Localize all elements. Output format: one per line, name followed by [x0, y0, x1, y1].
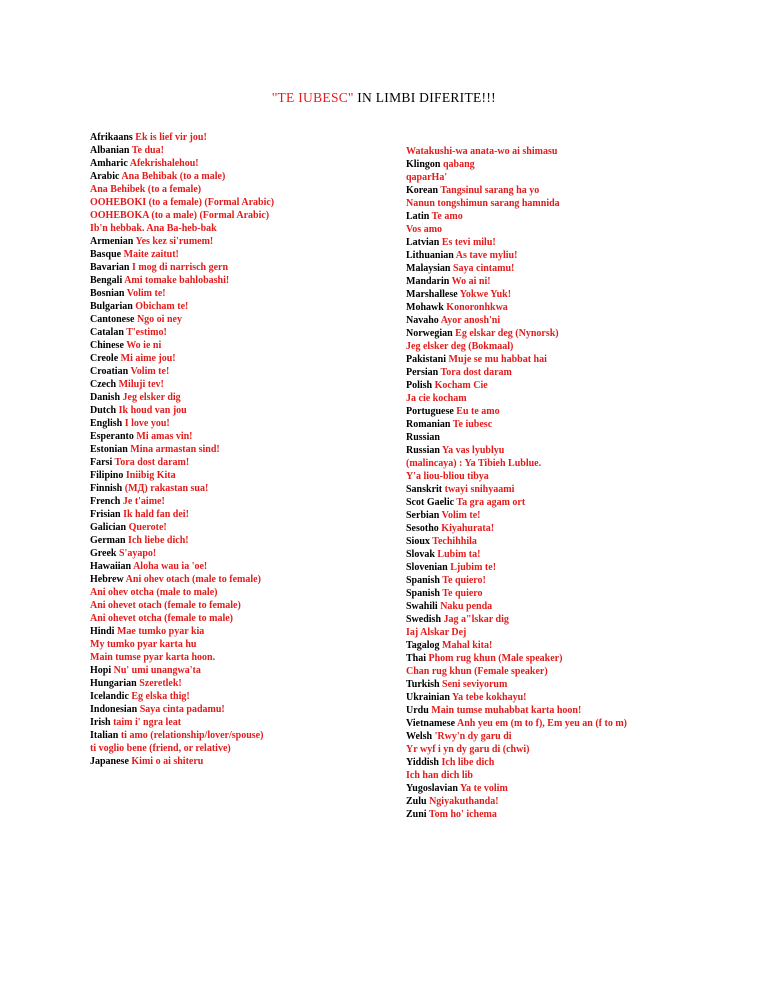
- love-phrase: Ljubim te!: [450, 562, 497, 573]
- love-phrase: Ani ohevet otcha (female to male): [90, 613, 234, 624]
- love-phrase: Kiyahurata!: [441, 523, 495, 534]
- language-name: Navaho: [406, 315, 439, 326]
- entry-line: [406, 587, 627, 600]
- love-phrase: Jeg elsker dig: [122, 392, 181, 403]
- language-name: Hebrew: [90, 574, 124, 585]
- love-phrase: Vos amo: [406, 224, 443, 235]
- love-phrase: Main tumse pyar karta hoon.: [90, 652, 216, 663]
- language-name: Catalan: [90, 327, 124, 338]
- entry-line: [90, 274, 274, 287]
- language-name: Croatian: [90, 366, 129, 377]
- entry-line: [406, 535, 627, 548]
- entry-line: [90, 157, 274, 170]
- love-phrase: Wo ie ni: [126, 340, 162, 351]
- entry-line: [406, 626, 627, 639]
- entry-line: [90, 495, 274, 508]
- entry-line: [406, 418, 627, 431]
- love-phrase: Yokwe Yuk!: [459, 289, 512, 300]
- entry-line: [406, 665, 627, 678]
- language-name: Japanese: [90, 756, 129, 767]
- language-name: Norwegian: [406, 328, 453, 339]
- language-name: Malaysian: [406, 263, 451, 274]
- language-name: Sanskrit: [406, 484, 443, 495]
- love-phrase: Muje se mu habbat hai: [448, 354, 547, 365]
- entry-line: [406, 301, 627, 314]
- love-phrase: Techihhila: [432, 536, 477, 547]
- entry-line: [406, 691, 627, 704]
- entry-line: [406, 782, 627, 795]
- language-name: Yiddish: [406, 757, 439, 768]
- language-name: Creole: [90, 353, 119, 364]
- entry-line: [406, 613, 627, 626]
- entry-line: [90, 469, 274, 482]
- language-name: Bosnian: [90, 288, 125, 299]
- entry-line: [406, 340, 627, 353]
- entry-line: [90, 534, 274, 547]
- love-phrase: Kimi o ai shiteru: [131, 756, 204, 767]
- love-phrase: Obicham te!: [135, 301, 189, 312]
- entry-line: [406, 600, 627, 613]
- love-phrase: (malincaya) : Ya Tibieh Lublue.: [406, 458, 542, 469]
- entry-line: [406, 275, 627, 288]
- language-name: Russian: [406, 432, 440, 443]
- love-phrase: Wo ai ni!: [451, 276, 491, 287]
- love-phrase: I love you!: [124, 418, 170, 429]
- love-phrase: Ayor anosh'ni: [440, 315, 501, 326]
- title-rest: IN LIMBI DIFERITE!!!: [353, 90, 496, 105]
- language-name: Slovenian: [406, 562, 448, 573]
- love-phrase: OOHEBOKA (to a male) (Formal Arabic): [90, 210, 270, 221]
- entry-line: [90, 456, 274, 469]
- entry-line: [406, 743, 627, 756]
- language-name: Mandarin: [406, 276, 450, 287]
- entry-line: [406, 678, 627, 691]
- love-phrase: Eu te amo: [456, 406, 500, 417]
- entry-line: [90, 209, 274, 222]
- love-phrase: qaparHa': [406, 172, 448, 183]
- language-name: Bengali: [90, 275, 123, 286]
- language-name: Hopi: [90, 665, 112, 676]
- love-phrase: Iniibig Kita: [125, 470, 176, 481]
- entry-line: [406, 561, 627, 574]
- entry-line: [406, 769, 627, 782]
- entry-line: [406, 249, 627, 262]
- entry-line: [90, 365, 274, 378]
- entry-line: [406, 379, 627, 392]
- entry-line: [406, 574, 627, 587]
- entry-line: [90, 313, 274, 326]
- love-phrase: Kocham Cie: [434, 380, 488, 391]
- love-phrase: Saya cinta padamu!: [139, 704, 225, 715]
- love-phrase: twayi snihyaami: [444, 484, 515, 495]
- entry-line: [90, 547, 274, 560]
- entry-line: [90, 703, 274, 716]
- entry-line: [90, 677, 274, 690]
- love-phrase: Y'a liou-bliou tibya: [406, 471, 489, 482]
- entry-line: [90, 690, 274, 703]
- entry-line: [406, 470, 627, 483]
- love-phrase: S'ayapo!: [118, 548, 157, 559]
- love-phrase: Tangsinul sarang ha yo: [440, 185, 540, 196]
- language-name: Lithuanian: [406, 250, 454, 261]
- love-phrase: Ana Behibak (to a male): [121, 171, 226, 182]
- love-phrase: Nu' umi unangwa'ta: [113, 665, 201, 676]
- language-name: Basque: [90, 249, 122, 260]
- entry-line: [90, 300, 274, 313]
- entry-line: [406, 808, 627, 821]
- entry-line: [406, 327, 627, 340]
- love-phrase: Te iubesc: [452, 419, 493, 430]
- entry-line: [406, 522, 627, 535]
- love-phrase: Ich libe dich: [441, 757, 495, 768]
- entry-line: [406, 236, 627, 249]
- language-name: Sioux: [406, 536, 430, 547]
- love-phrase: Volim te!: [441, 510, 481, 521]
- entry-line: [406, 314, 627, 327]
- language-name: Scot Gaelic: [406, 497, 455, 508]
- love-phrase: Szeretlek!: [139, 678, 182, 689]
- entry-line: [406, 197, 627, 210]
- language-name: Urdu: [406, 705, 429, 716]
- entry-line: [406, 704, 627, 717]
- love-phrase: Querote!: [128, 522, 167, 533]
- language-name: Marshallese: [406, 289, 458, 300]
- language-name: Zulu: [406, 796, 427, 807]
- love-phrase: (МД) rakastan sua!: [124, 483, 209, 494]
- entry-line: [406, 288, 627, 301]
- love-phrase: ti amo (relationship/lover/spouse): [120, 730, 264, 741]
- entry-line: [90, 625, 274, 638]
- language-name: Estonian: [90, 444, 128, 455]
- love-phrase: Watakushi-wa anata-wo ai shimasu: [406, 146, 558, 157]
- language-name: Swahili: [406, 601, 438, 612]
- entry-line: [406, 145, 627, 158]
- love-phrase: Seni seviyorum: [442, 679, 508, 690]
- love-phrase: Mae tumko pyar kia: [116, 626, 205, 637]
- language-name: Sesotho: [406, 523, 439, 534]
- language-name: Yugoslavian: [406, 783, 458, 794]
- language-name: Russian: [406, 445, 440, 456]
- entry-line: [406, 158, 627, 171]
- love-phrase: My tumko pyar karta hu: [90, 639, 197, 650]
- entry-line: [90, 599, 274, 612]
- entry-line: [90, 586, 274, 599]
- entry-line: [90, 417, 274, 430]
- love-phrase: Ami tomake bahlobashi!: [124, 275, 230, 286]
- entry-line: [406, 509, 627, 522]
- language-name: Italian: [90, 730, 119, 741]
- language-name: Irish: [90, 717, 111, 728]
- entry-line: [90, 664, 274, 677]
- love-phrase: Aloha wau ia 'oe!: [133, 561, 208, 572]
- language-name: Latin: [406, 211, 430, 222]
- love-phrase: Maite zaitut!: [123, 249, 179, 260]
- language-name: Cantonese: [90, 314, 135, 325]
- entry-line: [406, 496, 627, 509]
- entry-line: [406, 210, 627, 223]
- love-phrase: Ngiyakuthanda!: [429, 796, 499, 807]
- entry-line: [406, 717, 627, 730]
- love-phrase: Ya te volim: [460, 783, 508, 794]
- love-phrase: taim i' ngra leat: [113, 717, 182, 728]
- entry-line: [90, 196, 274, 209]
- language-name: Chinese: [90, 340, 124, 351]
- love-phrase: Ich han dich lib: [406, 770, 473, 781]
- love-phrase: Mina armastan sind!: [130, 444, 220, 455]
- language-name: Korean: [406, 185, 439, 196]
- language-name: Indonesian: [90, 704, 138, 715]
- love-phrase: Iaj Alskar Dej: [406, 627, 467, 638]
- language-name: Hungarian: [90, 678, 137, 689]
- language-name: German: [90, 535, 126, 546]
- entry-line: [90, 261, 274, 274]
- love-phrase: Jag a"lskar dig: [443, 614, 509, 625]
- love-phrase: Tora dost daram!: [114, 457, 190, 468]
- entry-line: [90, 508, 274, 521]
- language-name: Hawaiian: [90, 561, 132, 572]
- entry-line: [90, 287, 274, 300]
- entry-line: [90, 612, 274, 625]
- language-name: Armenian: [90, 236, 134, 247]
- language-name: Dutch: [90, 405, 117, 416]
- love-phrase: Nanun tongshimun sarang hamnida: [406, 198, 560, 209]
- love-phrase: Te dua!: [131, 145, 164, 156]
- love-phrase: Tora dost daram: [440, 367, 512, 378]
- entry-line: [90, 651, 274, 664]
- entry-line: [406, 366, 627, 379]
- entry-line: [90, 755, 274, 768]
- love-phrase: Je t'aime!: [122, 496, 165, 507]
- entry-line: [406, 405, 627, 418]
- love-phrase: Mi aime jou!: [120, 353, 176, 364]
- language-name: English: [90, 418, 123, 429]
- entry-line: [406, 444, 627, 457]
- love-phrase: Ich liebe dich!: [128, 535, 189, 546]
- love-phrase: Ik hald fan dei!: [123, 509, 189, 520]
- love-phrase: I mog di narrisch gern: [131, 262, 229, 273]
- language-name: Danish: [90, 392, 121, 403]
- entry-line: [90, 404, 274, 417]
- love-phrase: Ek is lief vir jou!: [135, 132, 207, 143]
- language-name: Mohawk: [406, 302, 444, 313]
- language-name: Welsh: [406, 731, 433, 742]
- entry-line: [406, 652, 627, 665]
- love-phrase: 'Rwy'n dy garu di: [434, 731, 512, 742]
- entry-line: [406, 392, 627, 405]
- love-phrase: Chan rug khun (Female speaker): [406, 666, 548, 677]
- entry-line: [90, 235, 274, 248]
- love-phrase: Ya tebe kokhayu!: [452, 692, 527, 703]
- language-name: Pakistani: [406, 354, 447, 365]
- love-phrase: Anh yeu em (m to f), Em yeu an (f to m): [457, 718, 627, 729]
- entry-line: [90, 248, 274, 261]
- language-name: Filipino: [90, 470, 124, 481]
- language-name: Swedish: [406, 614, 442, 625]
- entry-line: [406, 431, 627, 444]
- love-phrase: Main tumse muhabbat karta hoon!: [431, 705, 582, 716]
- love-phrase: Volim te!: [126, 288, 166, 299]
- love-phrase: Saya cintamu!: [452, 263, 515, 274]
- love-phrase: Ana Behibek (to a female): [90, 184, 202, 195]
- love-phrase: Konoronhkwa: [446, 302, 508, 313]
- entry-line: [90, 352, 274, 365]
- language-name: Serbian: [406, 510, 440, 521]
- entry-line: [90, 560, 274, 573]
- language-name: Latvian: [406, 237, 440, 248]
- entry-line: [90, 521, 274, 534]
- love-phrase: qabang: [442, 159, 475, 170]
- love-phrase: Naku penda: [440, 601, 493, 612]
- language-name: Afrikaans: [90, 132, 133, 143]
- entry-line: [90, 339, 274, 352]
- love-phrase: Ik houd van jou: [118, 405, 187, 416]
- entry-line: [90, 573, 274, 586]
- entry-line: [90, 183, 274, 196]
- language-name: Klingon: [406, 159, 441, 170]
- love-phrase: Yr wyf i yn dy garu di (chwi): [406, 744, 530, 755]
- language-name: Persian: [406, 367, 439, 378]
- love-phrase: Mi amas vin!: [136, 431, 193, 442]
- entry-line: [406, 483, 627, 496]
- love-phrase: As tave myliu!: [455, 250, 518, 261]
- entry-line: [406, 795, 627, 808]
- language-name: Zuni: [406, 809, 427, 820]
- love-phrase: Tom ho' ichema: [428, 809, 497, 820]
- entry-line: [90, 131, 274, 144]
- left-column: [90, 131, 274, 768]
- language-name: French: [90, 496, 121, 507]
- love-phrase: Ani ohev otcha (male to male): [90, 587, 218, 598]
- love-phrase: Ngo oi ney: [136, 314, 182, 325]
- language-name: Frisian: [90, 509, 121, 520]
- entry-line: [90, 482, 274, 495]
- language-name: Amharic: [90, 158, 128, 169]
- love-phrase: Te amo: [431, 211, 463, 222]
- love-phrase: Ya vas lyublyu: [442, 445, 505, 456]
- language-name: Galician: [90, 522, 127, 533]
- love-phrase: Miluji tev!: [118, 379, 164, 390]
- language-name: Albanian: [90, 145, 130, 156]
- love-phrase: Volim te!: [130, 366, 170, 377]
- entry-line: [406, 548, 627, 561]
- love-phrase: Es tevi milu!: [441, 237, 496, 248]
- love-phrase: Ani ohevet otach (female to female): [90, 600, 241, 611]
- entry-line: [406, 457, 627, 470]
- love-phrase: Ja cie kocham: [406, 393, 467, 404]
- love-phrase: Ib'n hebbak. Ana Ba-heb-bak: [90, 223, 217, 234]
- language-name: Polish: [406, 380, 433, 391]
- language-name: Romanian: [406, 419, 451, 430]
- entry-line: [406, 639, 627, 652]
- entry-line: [90, 144, 274, 157]
- language-name: Thai: [406, 653, 427, 664]
- love-phrase: OOHEBOKI (to a female) (Formal Arabic): [90, 197, 275, 208]
- language-name: Slovak: [406, 549, 435, 560]
- page-title: [0, 90, 768, 106]
- entry-line: [90, 729, 274, 742]
- love-phrase: Afekrishalehou!: [129, 158, 199, 169]
- love-phrase: Eg elska thig!: [131, 691, 190, 702]
- love-phrase: Ta gra agam ort: [456, 497, 526, 508]
- entry-line: [406, 756, 627, 769]
- love-phrase: T'estimo!: [126, 327, 167, 338]
- language-name: Ukrainian: [406, 692, 450, 703]
- love-phrase: Phom rug khun (Male speaker): [428, 653, 563, 664]
- language-name: Greek: [90, 548, 117, 559]
- language-name: Turkish: [406, 679, 440, 690]
- entry-line: [90, 430, 274, 443]
- language-name: Bavarian: [90, 262, 130, 273]
- entry-line: [406, 171, 627, 184]
- language-name: Spanish: [406, 575, 440, 586]
- entry-line: [406, 353, 627, 366]
- entry-line: [406, 262, 627, 275]
- entry-line: [90, 638, 274, 651]
- language-name: Czech: [90, 379, 117, 390]
- language-name: Arabic: [90, 171, 120, 182]
- entry-line: [90, 378, 274, 391]
- right-column: [406, 145, 627, 821]
- language-name: Farsi: [90, 457, 113, 468]
- language-name: Vietnamese: [406, 718, 456, 729]
- love-phrase: ti voglio bene (friend, or relative): [90, 743, 231, 754]
- language-name: Icelandic: [90, 691, 129, 702]
- language-name: Spanish: [406, 588, 440, 599]
- entry-line: [90, 742, 274, 755]
- language-name: Hindi: [90, 626, 115, 637]
- language-name: Bulgarian: [90, 301, 133, 312]
- love-phrase: Lubim ta!: [437, 549, 481, 560]
- entry-line: [90, 716, 274, 729]
- language-name: Portuguese: [406, 406, 454, 417]
- language-name: Finnish: [90, 483, 123, 494]
- love-phrase: Jeg elsker deg (Bokmaal): [406, 341, 514, 352]
- love-phrase: Yes kez si'rumem!: [135, 236, 214, 247]
- love-phrase: Mahal kita!: [442, 640, 493, 651]
- entry-line: [90, 443, 274, 456]
- love-phrase: Ani ohev otach (male to female): [125, 574, 261, 585]
- entry-line: [90, 391, 274, 404]
- entry-line: [406, 223, 627, 236]
- entry-line: [90, 326, 274, 339]
- entry-line: [90, 170, 274, 183]
- title-quoted: ''TE IUBESC'': [272, 90, 354, 105]
- language-name: Esperanto: [90, 431, 134, 442]
- love-phrase: Eg elskar deg (Nynorsk): [455, 328, 559, 339]
- entry-line: [90, 222, 274, 235]
- entry-line: [406, 730, 627, 743]
- love-phrase: Te quiero!: [442, 575, 486, 586]
- language-name: Tagalog: [406, 640, 440, 651]
- entry-line: [406, 184, 627, 197]
- love-phrase: Te quiero: [442, 588, 483, 599]
